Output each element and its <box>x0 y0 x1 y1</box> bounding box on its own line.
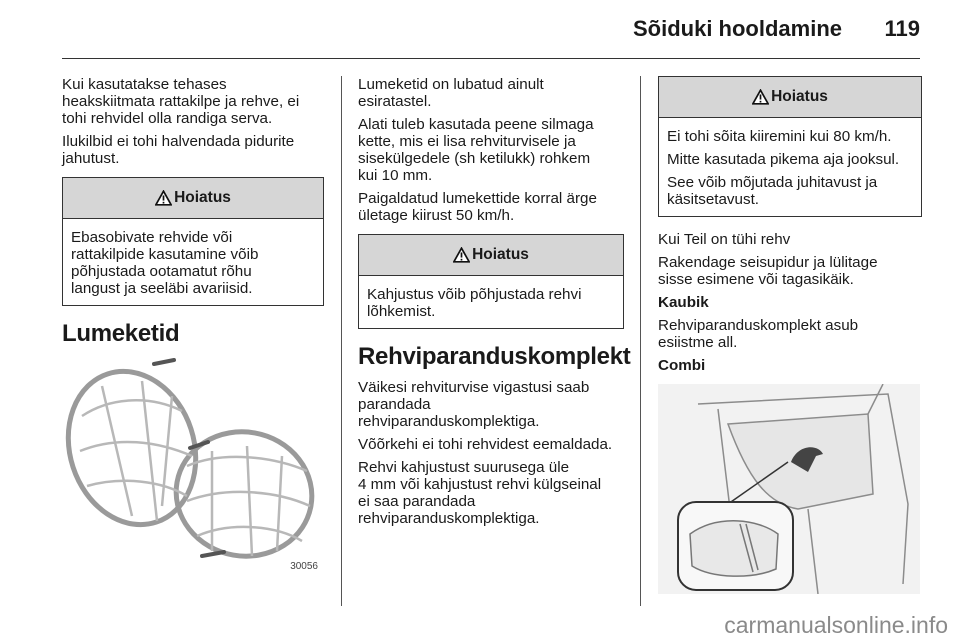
warning-header <box>659 77 921 118</box>
column-3 <box>658 76 922 594</box>
paragraph: Alati tuleb kasutada peene silmaga kette, mis ei lisa rehviturvisele ja sisekülgedele (sh ketilukk) rohkem kui 10 mm. <box>358 116 594 184</box>
warning-header <box>63 178 323 219</box>
warning-title: Hoiatus <box>771 88 828 105</box>
paragraph: Lumeketid on lubatud ainult esiratastel. <box>358 76 544 110</box>
repair-kit-drawing <box>658 384 920 594</box>
warning-title: Hoiatus <box>174 189 231 206</box>
paragraph: Väikesi rehviturvise vigastusi saab parandada rehviparanduskomplektiga. <box>358 379 590 430</box>
warning-box <box>62 177 324 306</box>
warning-triangle-icon <box>155 190 172 206</box>
warning-box <box>658 76 922 217</box>
label-combi: Combi <box>658 357 706 374</box>
warning-header <box>359 235 623 276</box>
paragraph: Kui kasutatakse tehases heakskiitmata rattakilpe ja rehve, ei tohi rehvidel olla randiga serva. <box>62 76 300 127</box>
warning-box <box>358 234 624 329</box>
warning-text: Ei tohi sõita kiiremini kui 80 km/h. <box>667 128 892 145</box>
paragraph: Rakendage seisupidur ja lülitage sisse esimene või tagasikäik. <box>658 254 878 288</box>
warning-title: Hoiatus <box>472 246 529 263</box>
column-2 <box>358 76 631 533</box>
warning-triangle-icon <box>453 247 470 263</box>
warning-body <box>63 219 323 305</box>
warning-body <box>359 276 623 328</box>
paragraph: Rehvi kahjustust suurusega üle 4 mm või kahjustust rehvi külgseinal ei saa parandada rehviparanduskomplektiga. <box>358 459 602 527</box>
warning-text: Kahjustus võib põhjustada rehvi lõhkemist. <box>367 286 582 320</box>
paragraph: Ilukilbid ei tohi halvendada pidurite jahutust. <box>62 133 295 167</box>
snow-chains-drawing <box>62 356 324 576</box>
warning-text: See võib mõjutada juhitavust ja käsitsetavust. <box>667 174 878 208</box>
warning-text: Ebasobivate rehvide või rattakilpide kasutamine võib põhjustada ootamatut rõhu langust ja seeläbi avariisid. <box>71 229 259 297</box>
paragraph: Paigaldatud lumekettide korral ärge ületage kiirust 50 km/h. <box>358 190 597 224</box>
column-divider-2 <box>640 76 641 606</box>
page-header-title: Sõiduki hooldamine <box>632 16 842 41</box>
column-1 <box>62 76 324 576</box>
paragraph: Kui Teil on tühi rehv <box>658 231 791 248</box>
section-title-rehviparanduskomplekt: Rehviparanduskomplekt <box>358 343 631 370</box>
warning-body <box>659 118 921 216</box>
repair-kit-location-illustration <box>658 384 920 594</box>
label-kaubik: Kaubik <box>658 294 709 311</box>
warning-triangle-icon <box>752 89 769 105</box>
paragraph: Rehviparanduskomplekt asub esiistme all. <box>658 317 859 351</box>
snow-chains-illustration <box>62 356 324 576</box>
header-rule <box>62 58 920 59</box>
warning-text: Mitte kasutada pikema aja jooksul. <box>667 151 900 168</box>
page-number: 119 <box>884 16 920 41</box>
paragraph: Võõrkehi ei tohi rehvidest eemaldada. <box>358 436 613 453</box>
section-title-lumeketid: Lumeketid <box>62 320 180 347</box>
figure-code: 30056 <box>290 561 318 572</box>
column-divider-1 <box>341 76 342 606</box>
watermark: carmanualsonline.info <box>724 612 948 638</box>
